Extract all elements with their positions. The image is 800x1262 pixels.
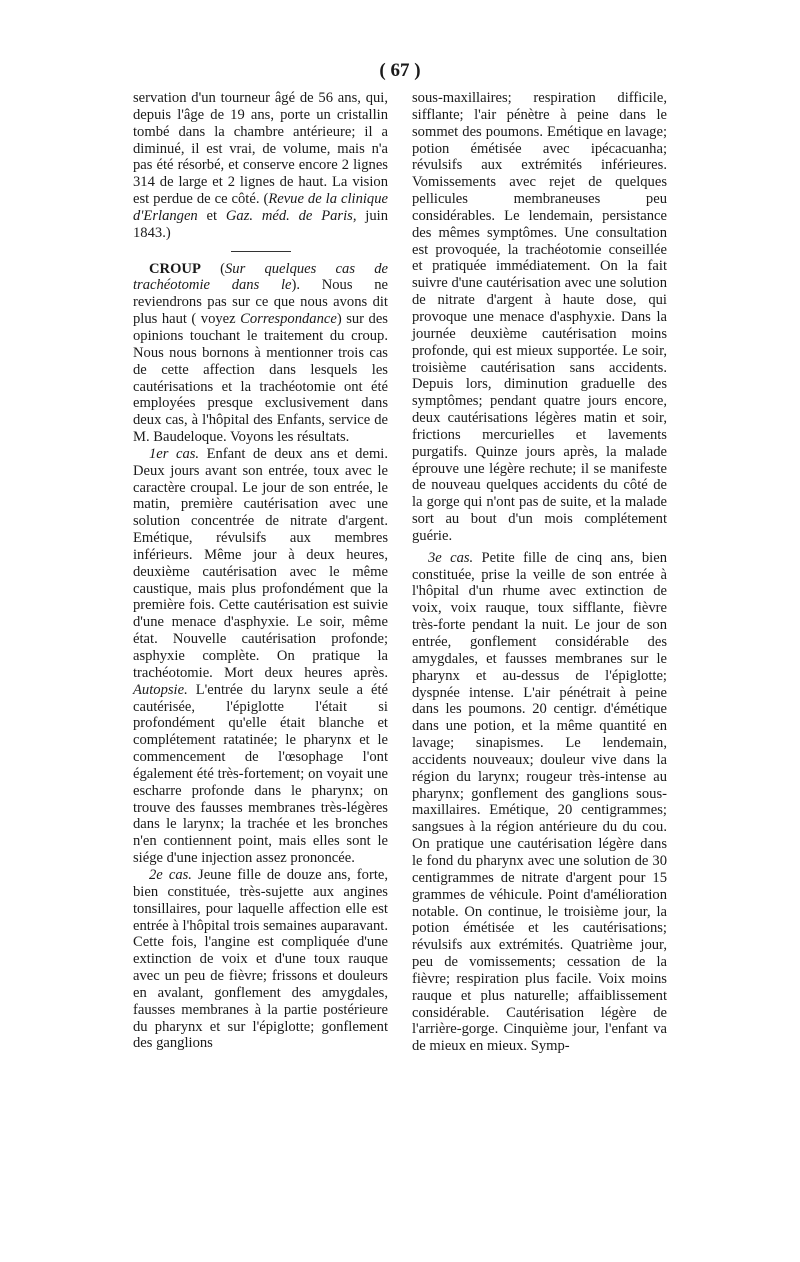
left-column xyxy=(133,90,388,1052)
source-erlangen: Revue de la clinique d'Erlangen xyxy=(133,191,388,224)
paragraph-case-2: 2e cas. Jeune fille de douze ans, forte, bien constituée, très-sujette aux angines tonsillaires, pour laquelle affection elle est entrée à l'hôpital trois semaines auparavant. Cette fois, l'angine est compliquée d'une extinction de voix et d'une toux rauque avec un peu de fièvre; frissons et douleurs en avalant, gonflement des amygdales, fausses membranes à la partie postérieure du pharynx et sur l'épiglotte; gonflement des ganglions xyxy=(133,866,388,1052)
section-subtitle: Sur quelques cas de trachéotomie dans le xyxy=(133,260,388,294)
section-divider xyxy=(231,251,291,252)
page-number: ( 67 ) xyxy=(379,60,421,81)
case-1-label: 1er cas. xyxy=(149,445,200,462)
paragraph-case-3: 3e cas. Petite fille de cinq ans, bien constituée, prise la veille de son entrée à l'hôpital d'un rhume avec extinction de voix, voix rauque, toux sifflante, fièvre très-forte pendant la nuit. Le jour de son entrée, gonflement considérable des amygdales, et fausses membranes sur le pharynx et au-dessus de l'épiglotte; dyspnée intense. L'air pénétrait à peine dans les poumons. 20 centigr. d'émétique dans une potion, et la même quantité en lavage; sinapismes. Le lendemain, accidents nouveaux; douleur vive dans la région du larynx; rougeur très-intense au pharynx; gonflement des ganglions sous-maxillaires. Emétique, 20 centigrammes; sangsues à la région antérieure du du cou. On pratique une cautérisation légère dans le fond du pharynx avec une solution de 30 centigrammes de nitrate d'argent pour 15 grammes de véhicule. Point d'amélioration notable. On continue, le troisième jour, la potion émétisée et les cautérisations; révulsifs aux extrémités. Quatrième jour, peu de vomissements; cessation de la fièvre; respiration plus facile. Voix moins rauque et plus naturelle; affaiblissement considérable. Cautérisation légère de l'arrière-gorge. Cinquième jour, l'enfant va de mieux en mieux. Symp- xyxy=(412,549,667,1055)
paragraph-croup-intro: CROUP (Sur quelques cas de trachéotomie dans le). Nous ne reviendrons pas sur ce que nous avons dit plus haut ( voyez Correspondance) sur des opinions touchant le traitement du croup. Nous nous bornons à mentionner trois cas de cette affection dans lesquels les cautérisations et la trachéotomie ont été employées presque exclusivement dans deux cas, à l'hôpital des Enfants, service de M. Baudeloque. Voyons les résultats. xyxy=(133,260,388,446)
source-gaz-med: Gaz. méd. de Paris, xyxy=(225,207,357,224)
right-column xyxy=(412,90,667,1055)
paragraph-case-2-continued: sous-maxillaires; respiration difficile, sifflante; l'air pénètre à peine dans le sommet des poumons. Emétique en lavage; potion émétisée avec ipécacuanha; révulsifs aux extrémités inférieures. Vomissements avec rejet de quelques pellicules membraneuses peu considérables. Le lendemain, persistance des mêmes symptômes. Une consultation est provoquée, la trachéotomie conseillée et pratiquée immédiatement. On la fait suivre d'une cautérisation avec une solution de nitrate d'argent à haute dose, qui provoque une menace d'asphyxie. Dans la journée deuxième cautérisation moins profonde, qui est mieux supportée. Le soir, troisième cautérisation sans accidents. Depuis lors, diminution graduelle des symptômes; pendant quatre jours encore, deux cautérisations légères matin et soir, frictions mercurielles et lavements purgatifs. Quinze jours après, la malade éprouve une légère rechute; il se manifeste de nouveau quelques accidents du côté de la gorge qui n'ont pas de suite, et la malade sort au bout d'un mois complétement guérie. xyxy=(412,90,667,544)
case-2-label: 2e cas. xyxy=(149,866,192,883)
case-3-label: 3e cas. xyxy=(428,549,474,566)
autopsy-label: Autopsie. xyxy=(133,681,188,698)
reference-correspondance: Correspondance xyxy=(240,311,337,328)
paragraph-case-1: 1er cas. Enfant de deux ans et demi. Deux jours avant son entrée, toux avec le caractère croupal. Le jour de son entrée, le matin, première cautérisation avec une solution concentrée de nitrate d'argent. Emétique, révulsifs aux membres inférieurs. Même jour à deux heures, deuxième cautérisation avec le même caustique, mais plus profondément que la première fois. Cette cautérisation est suivie d'une menace d'asphyxie. Le soir, même état. Nouvelle cautérisation profonde; asphyxie complète. On pratique la trachéotomie. Mort deux heures après. Autopsie. L'entrée du larynx seule a été cautérisée, l'épiglotte l'était si profondément qu'elle était blanche et complétement ratatinée; le pharynx et le commencement de l'œsophage l'ont également été très-fortement; on voyait une escharre profonde dans le pharynx; on trouve des fausses membranes très-légères dans le larynx; la trachée et les bronches n'en contiennent point, mais elles sont le siége d'une injection assez prononcée. xyxy=(133,445,388,867)
paragraph-eye-case: servation d'un tourneur âgé de 56 ans, qui, depuis l'âge de 19 ans, porte un cristallin tombé dans la chambre antérieure; il a diminué, il est vrai, de volume, mais n'a pas été résorbé, et conserve encore 2 lignes 314 de large et 2 lignes de haut. La vision est perdue de ce côté. (Revue de la clinique d'Erlangen et Gaz. méd. de Paris, juin 1843.) xyxy=(133,90,388,241)
section-title-croup: CROUP xyxy=(149,260,201,277)
